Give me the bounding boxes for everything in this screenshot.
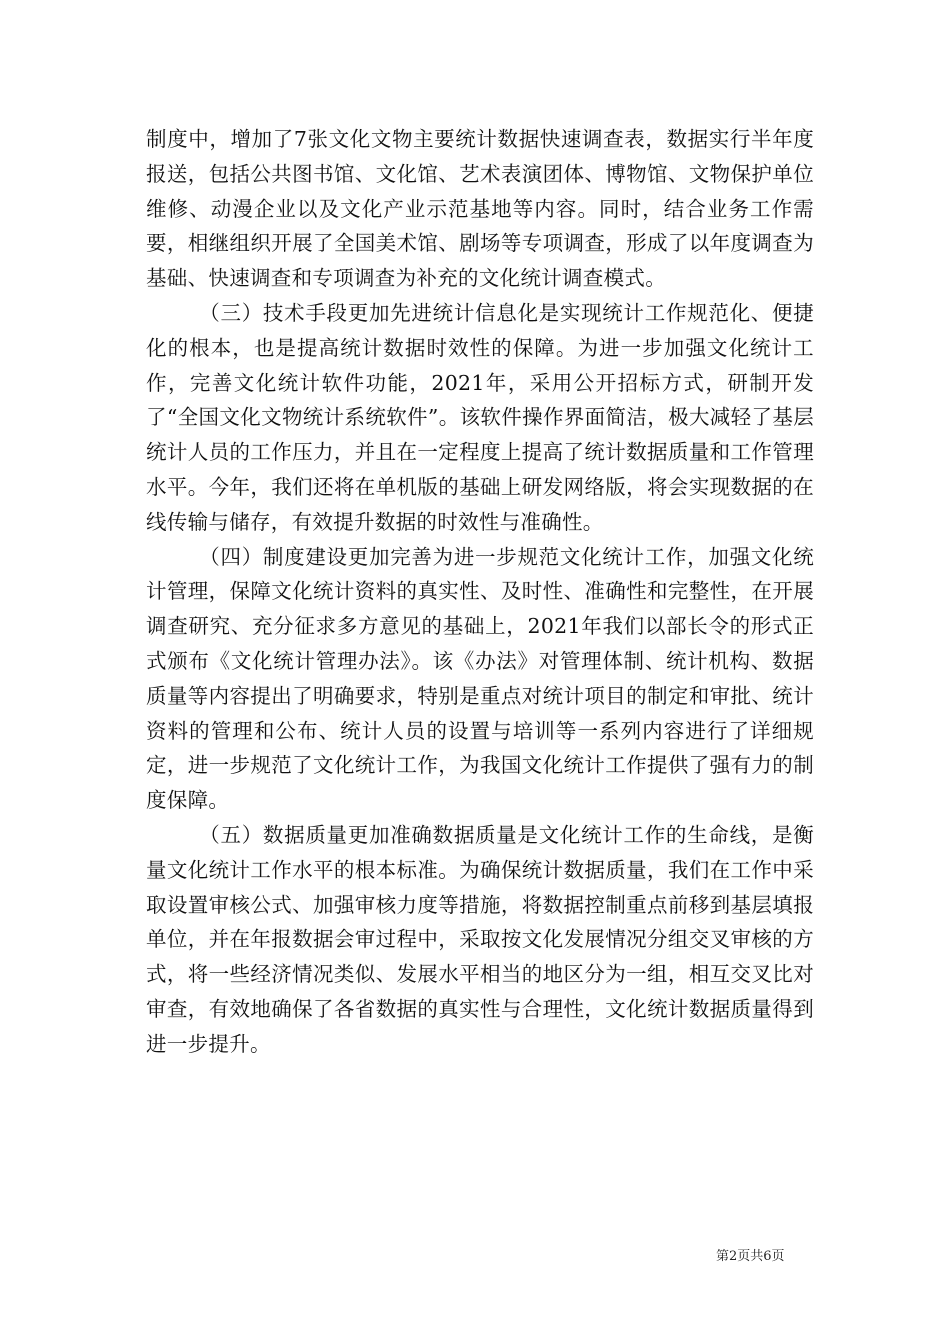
paragraph-section-four: （四）制度建设更加完善为进一步规范文化统计工作，加强文化统计管理，保障文化统计资料的真实性、及时性、准确性和完整性，在开展调查研究、充分征求多方意见的基础上，2021年我们以部长令的形式正式颁布《文化统计管理办法》。该《办法》对管理体制、统计机构、数据质量等内容提出了明确要求，特别是重点对统计项目的制定和审批、统计资料的管理和公布、统计人员的设置与培训等一系列内容进行了详细规定，进一步规范了文化统计工作，为我国文化统计工作提供了强有力的制度保障。 bbox=[146, 544, 814, 813]
paragraph-section-three: （三）技术手段更加先进统计信息化是实现统计工作规范化、便捷化的根本，也是提高统计数据时效性的保障。为进一步加强文化统计工作，完善文化统计软件功能，2021年，采用公开招标方式，研制开发了“全国文化文物统计系统软件”。该软件操作界面简洁，极大减轻了基层统计人员的工作压力，并且在一定程度上提高了统计数据质量和工作管理水平。今年，我们还将在单机版的基础上研发网络版，将会实现数据的在线传输与储存，有效提升数据的时效性与准确性。 bbox=[146, 300, 814, 534]
page-number-footer: 第2页共6页 bbox=[716, 1249, 785, 1264]
document-body bbox=[146, 122, 814, 1062]
paragraph-continuation: 制度中，增加了7张文化文物主要统计数据快速调查表，数据实行半年度报送，包括公共图书馆、文化馆、艺术表演团体、博物馆、文物保护单位维修、动漫企业以及文化产业示范基地等内容。同时，结合业务工作需要，相继组织开展了全国美术馆、剧场等专项调查，形成了以年度调查为基础、快速调查和专项调查为补充的文化统计调查模式。 bbox=[146, 127, 814, 291]
paragraph-section-five: （五）数据质量更加准确数据质量是文化统计工作的生命线，是衡量文化统计工作水平的根本标准。为确保统计数据质量，我们在工作中采取设置审核公式、加强审核力度等措施，将数据控制重点前移到基层填报单位，并在年报数据会审过程中，采取按文化发展情况分组交叉审核的方式，将一些经济情况类似、发展水平相当的地区分为一组，相互交叉比对审查，有效地确保了各省数据的真实性与合理性，文化统计数据质量得到进一步提升。 bbox=[146, 822, 814, 1056]
